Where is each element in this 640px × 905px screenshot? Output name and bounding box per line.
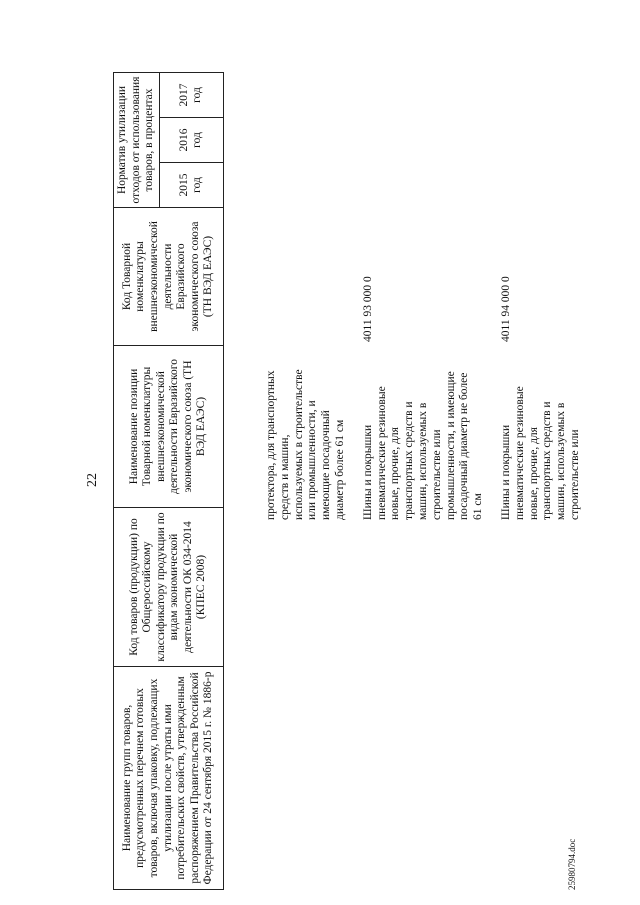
header-col-tnved-code: Код Товарной номенклатуры внешнеэкономической деятельности Евразийского экономического союза (ТН ВЭД ЕАЭС) <box>114 208 224 346</box>
document-filename: 25980794.doc <box>567 838 577 890</box>
table-body <box>265 70 597 890</box>
row-description: протектора, для транспортных средств и машин, используемых в строительстве или промышленности, и имеющие посадочный диаметр более 61 см <box>265 369 346 520</box>
header-year-2015: 2015 год <box>159 163 223 208</box>
row-description: Шины и покрышки пневматические резиновые новые, прочие, для транспортных средств и машин, используемых в строительстве или промышленности, и имеющие посадочный диаметр не более 61 см <box>361 371 485 520</box>
rotated-page <box>53 70 581 890</box>
header-col-okpd-code: Код товаров (продукции) по Общероссийскому классификатору продукции по видам экономической деятельности ОК 034-2014 (КПЕС 2008) <box>114 508 224 667</box>
page-number: 22 <box>85 473 100 487</box>
table-row <box>362 70 486 890</box>
row-code: 4011 93 000 0 <box>361 276 374 342</box>
row-code <box>265 222 348 342</box>
header-year-2016: 2016 год <box>159 118 223 163</box>
header-col-tnved-name: Наименование позиции Товарной номенклатуры внешнеэкономической деятельности Евразийского экономического союза (ТН ВЭД ЕАЭС) <box>114 346 224 508</box>
header-col-product-groups: Наименование групп товаров, предусмотренных перечнем готовых товаров, включая упаковку, подлежащих утилизации после утраты ими потребительских свойств, утвержденным распоряжением Правительства Российской Федерации от 24 сентября 2015 г. № 1886-р <box>114 667 224 890</box>
row-code: 4011 94 000 0 <box>499 276 512 342</box>
header-table <box>113 72 224 890</box>
table-row <box>500 70 583 890</box>
table-row <box>265 70 348 890</box>
row-description: Шины и покрышки пневматические резиновые новые, прочие, для транспортных средств и машин, используемых в строительстве или <box>499 386 581 520</box>
header-norm-title: Норматив утилизации отходов от использования товаров, в процентах <box>114 73 160 208</box>
header-year-2017: 2017 год <box>159 73 223 118</box>
